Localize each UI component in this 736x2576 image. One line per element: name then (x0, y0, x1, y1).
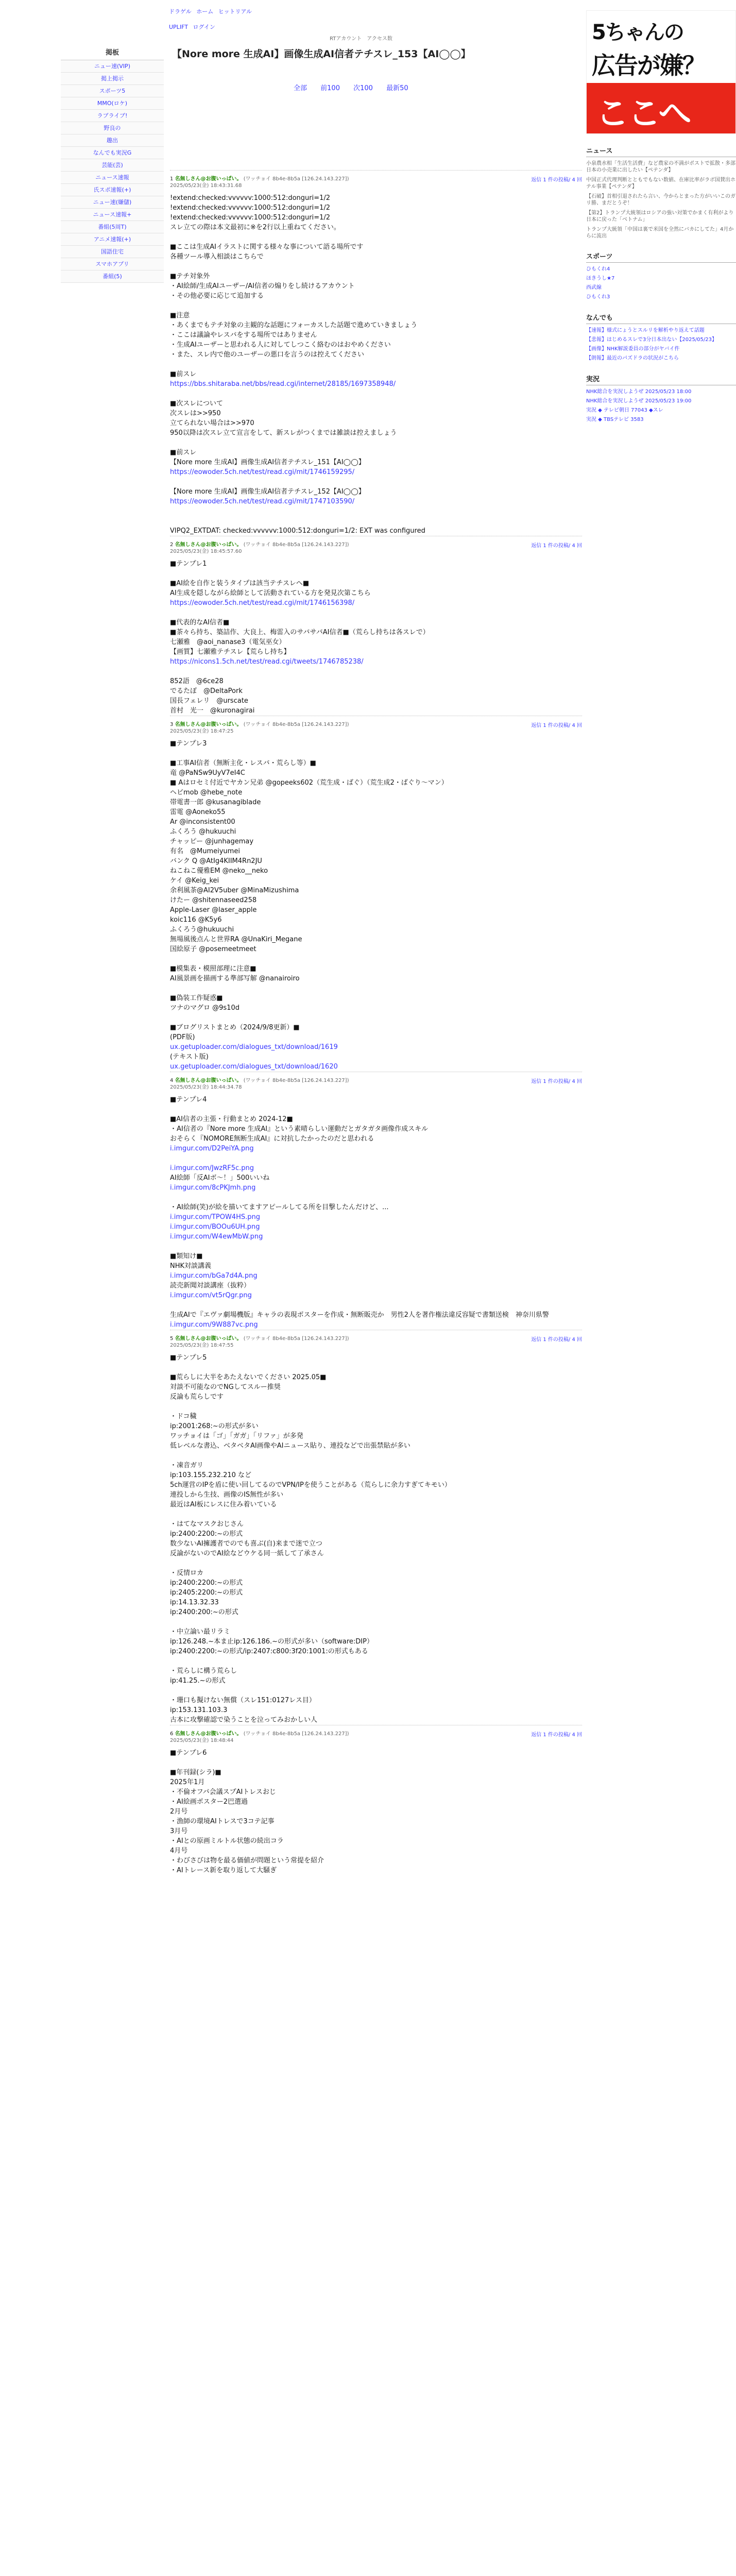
post-line: けたー @shitennaseed258 (170, 896, 257, 904)
jikkyo-item[interactable]: 実況 ◆ テレビ朝日 77043 ◆スレ (586, 408, 663, 413)
news-item[interactable]: 小泉農水相「生活生活費」など農家の不満がポストで拡散・多部日本の小売業に出したい【ペテンダ】 (586, 161, 735, 173)
post-line: おそらく『NOMORE無断生成AI』に対抗したかったのだと思われる (170, 1135, 374, 1143)
post-line: ■前スレ (170, 370, 197, 378)
post-line: ■ここは生成AIイラストに関する様々な事について語る場所です (170, 243, 364, 251)
post-link[interactable]: https://nicons1.5ch.net/test/read.cgi/tweets/1746785238/ (170, 658, 364, 666)
post-line (170, 506, 582, 516)
post-body (170, 1091, 582, 1330)
post-header (170, 541, 582, 555)
board-link[interactable]: スポーツ5 (61, 85, 164, 97)
news-item[interactable]: 【第2】トランプ大統領はロシアの強い対策でかまく有利がより日本に戻った「ベトナム」 (586, 210, 734, 223)
post-line (170, 667, 582, 676)
post-line: ■偽装工作疑惑■ (170, 994, 223, 1002)
header-stats: RTアカウント アクセス数 (330, 36, 392, 42)
board-link[interactable]: MMO(ロケ) (61, 97, 164, 110)
post-line: でるたぽ @DeltaPork (170, 687, 243, 695)
post-line (170, 1154, 582, 1163)
post-line: ip:41.25.~の形式 (170, 1677, 226, 1685)
post-line: ■年刊録(シラ)■ (170, 1769, 221, 1776)
post (170, 1072, 582, 1330)
post-line: 2025年1月 (170, 1778, 205, 1786)
post-line: ip:126.248.~本ま止ip:126.186.~の形式が多い（software:DIP） (170, 1638, 373, 1646)
post-line (170, 984, 582, 993)
post-line (170, 954, 582, 964)
post-line: チャッピー @junhagemay (170, 838, 254, 845)
post-line: ・珊口も擬けない無償（スレ151:0127レス目） (170, 1697, 316, 1704)
post-line: ip:2400:2200:~の形式 (170, 1530, 243, 1538)
post-line: ふくろう@hukuuchi (170, 926, 234, 934)
post-line (170, 438, 582, 448)
post-author: 名無しさん@お腹いっぱい。 (175, 1731, 242, 1737)
post-line: ■テチ対象外 (170, 273, 210, 280)
board-link[interactable]: 野良の (61, 122, 164, 134)
post-reply-link[interactable]: 返信 1 件の投稿/ 4 回 (531, 1079, 582, 1084)
post-line: ケイ @Keig_kei (170, 877, 219, 885)
post-link[interactable]: ux.getuploader.com/dialogues_txt/download/1620 (170, 1063, 338, 1071)
jikkyo-item[interactable]: NHK総合を実況しようぜ 2025/05/23 19:00 (586, 398, 692, 404)
jikkyo-item[interactable]: NHK総合を実況しようぜ 2025/05/23 18:00 (586, 389, 692, 395)
post-line: AI絵師「反AIボ～！」500いいね (170, 1174, 270, 1182)
post-line: ・荒らしに構う荒らし (170, 1667, 237, 1675)
post-number[interactable]: 5 (170, 1336, 174, 1342)
post-line: 首村 光一 @kuronagirai (170, 707, 255, 715)
post-line (170, 477, 582, 487)
post-line: 立てられない場合は>>970 (170, 419, 254, 427)
post-line: !extend:checked:vvvvvv:1000:512:donguri=1/2 (170, 204, 331, 212)
post-number[interactable]: 2 (170, 542, 174, 548)
ad-line-1: 5ちゃんの (592, 21, 683, 44)
post-line (170, 608, 582, 618)
post-author: 名無しさん@お腹いっぱい。 (175, 1336, 242, 1342)
post-date: 2025/05/23(金) 18:44:34.78 (170, 1084, 242, 1090)
sports-item[interactable]: 西武線 (586, 285, 602, 291)
post-line: 有名 @Mumeiyumei (170, 848, 240, 855)
post-id: (ワッチョイ 8b4e-8b5a [126.24.143.227]) (243, 1336, 349, 1342)
board-link[interactable]: アニメ速報(+) (61, 233, 164, 246)
post-line (170, 1510, 582, 1519)
post-line: ・その他必要に応じて追加する (170, 292, 264, 300)
post-line: ■代表的なAI信者■ (170, 619, 230, 626)
post-line (170, 1242, 582, 1251)
nav-link-1[interactable]: ホーム (196, 8, 214, 15)
post-link[interactable]: https://eowoder.5ch.net/test/read.cgi/mit/1746156398/ (170, 599, 355, 607)
post-link[interactable]: i.imgur.com/9W887vc.png (170, 1321, 258, 1329)
post-line: 950以降は次スレ立て宣言をして、新スレがつくまでは雑談は控えましょう (170, 429, 397, 437)
post-line: ・ドコ穢 (170, 1413, 197, 1420)
post (170, 170, 582, 536)
post-list (170, 170, 582, 1875)
board-link[interactable]: 芸能(芸) (61, 159, 164, 172)
ad-banner[interactable] (586, 10, 736, 134)
post-line: Ar @inconsistent00 (170, 818, 235, 826)
post-line: ■茶々ら持ち、築詰作、大良上、梅雷入のサバサバAI信者■（荒らし持ちは各スレで） (170, 629, 430, 636)
post-link[interactable]: i.imgur.com/D2PeiYA.png (170, 1145, 254, 1153)
post-date: 2025/05/23(金) 18:48:44 (170, 1738, 234, 1743)
nandemo-section (586, 312, 736, 362)
post-line (170, 1617, 582, 1627)
board-link[interactable]: 番組(5周T) (61, 221, 164, 233)
post-header (170, 1731, 582, 1744)
post-date: 2025/05/23(金) 18:47:55 (170, 1343, 234, 1348)
post-number[interactable]: 4 (170, 1078, 174, 1083)
post-line: AI風景画を描画する準部写解 @nanairoiro (170, 975, 300, 982)
post-date: 2025/05/23(金) 18:43:31.68 (170, 183, 242, 189)
post-line: スレ立ての際は本文最初に※を2行以上重ねてください。 (170, 224, 340, 231)
jikkyo-heading: 実況 (586, 374, 736, 385)
post-line: ■前スレ (170, 449, 197, 456)
post-line: 竜 @PaNSw9UyV7eI4C (170, 769, 245, 777)
post-line (170, 1300, 582, 1310)
post-line: ■次スレについて (170, 400, 224, 408)
post-author: 名無しさん@お腹いっぱい。 (175, 542, 242, 548)
post-line: ■AI信者の主張・行動まとめ 2024-12■ (170, 1115, 293, 1123)
post-line: ・はてなマスクおじさん (170, 1520, 244, 1528)
post-header (170, 721, 582, 735)
post-line: ■テンプレ4 (170, 1096, 207, 1104)
pager-latest50[interactable]: 最新50 (386, 84, 408, 92)
post-header (170, 1077, 582, 1091)
news-item[interactable]: トランプ大統領「中国は裏で米国を全然にバカにしてた」4月からに流出 (586, 227, 734, 239)
thread-pager (294, 82, 420, 92)
post-line (170, 1402, 582, 1412)
post-line: !extend:checked:vvvvvv:1000:512:donguri=1/2 (170, 194, 331, 202)
post-line: ip:14.13.32.33 (170, 1599, 219, 1606)
post-line: ■類知け■ (170, 1252, 203, 1260)
post-link[interactable]: https://bbs.shitaraba.net/bbs/read.cgi/internet/28185/1697358948/ (170, 380, 396, 388)
pager-next100[interactable]: 次100 (353, 84, 373, 92)
post-line: NHK対談講義 (170, 1262, 212, 1270)
right-sidebar (586, 10, 736, 426)
post-line: AI生成を隠しながら絵師として活動されている方を発見次第こちら (170, 589, 371, 597)
post-line: ・また、スレ内で他のユーザーの悪口を言うのは控えてください (170, 351, 365, 359)
post-reply-link[interactable]: 返信 1 件の投稿/ 4 回 (531, 543, 582, 549)
board-link[interactable]: 国語住宅 (61, 246, 164, 258)
post-line: ・ここは議論やレスバをする場所ではありません (170, 331, 317, 339)
post-id: (ワッチョイ 8b4e-8b5a [126.24.143.227]) (243, 1078, 349, 1083)
post-body (170, 1744, 582, 1875)
sports-item[interactable]: ひもくれ4 (586, 266, 610, 272)
post-line: !extend:checked:vvvvvv:1000:512:donguri=1/2 (170, 214, 331, 222)
post-id: (ワッチョイ 8b4e-8b5a [126.24.143.227]) (243, 722, 349, 727)
post-line: ・生成AIユーザーと思われる人に対してしつこく絡むのはおやめください (170, 341, 391, 349)
board-sidebar-title: 掲板 (61, 44, 164, 60)
sports-section (586, 251, 736, 301)
news-heading: ニュース (586, 145, 736, 157)
post-line: 帯電書一郎 @kusanagiblade (170, 799, 261, 806)
post-line: 雷電 @Aoneko55 (170, 808, 226, 816)
post (170, 1725, 582, 1875)
post-line (170, 749, 582, 758)
post-line: 反論がないのでAI絵などウケる同一紙して了承さん (170, 1550, 324, 1557)
post-line: ip:2405:2200:~の形式 (170, 1589, 243, 1597)
post-line (170, 1193, 582, 1202)
sub-link-0[interactable]: UPLIFT (169, 24, 188, 30)
post-line (170, 1558, 582, 1568)
post-line: ip:153.131.103.3 (170, 1706, 228, 1714)
sports-item[interactable]: ほきうし★7 (586, 276, 615, 281)
post-number[interactable]: 6 (170, 1731, 174, 1737)
post-line: 国長フェレリ @urscate (170, 697, 248, 705)
pager-prev100[interactable]: 前100 (320, 84, 340, 92)
post-line: ■模集表・模照部理に注意■ (170, 965, 256, 973)
post-link[interactable]: i.imgur.com/BOOu6UH.png (170, 1223, 260, 1231)
board-link[interactable]: ニュー速(VIP) (61, 60, 164, 73)
post-line: 【Nore more 生成AI】画像生成AI信者テチスレ_151【AI◯◯】 (170, 459, 365, 466)
news-section (586, 145, 736, 240)
post-line: 【Nore more 生成AI】画像生成AI信者テチスレ_152【AI◯◯】 (170, 488, 365, 496)
post-line (170, 232, 582, 242)
post-line: 無場風後点んと世界RA @UnaKiri_Megane (170, 936, 302, 943)
post-date: 2025/05/23(金) 18:45:57.60 (170, 549, 242, 554)
nav-link-2[interactable]: ヒットリアル (218, 8, 252, 15)
nandemo-heading: なんでも (586, 312, 736, 324)
board-link[interactable]: ニュース速報+ (61, 209, 164, 221)
post-line: 読売新聞対談講座（抜粋） (170, 1282, 251, 1290)
nandemo-item[interactable]: 【朗報】最近のパズドラの状況がこちら (586, 355, 679, 361)
board-link[interactable]: 番組(5) (61, 270, 164, 283)
post-line: 低レベルな書込、ベタベタAI画像やAIニュース貼り、連投などで出張禁貼が多い (170, 1442, 410, 1450)
post-link[interactable]: https://eowoder.5ch.net/test/read.cgi/mit/1747103590/ (170, 498, 355, 505)
post-line: ワッチョイは「ゴ」「ガガ」「リファ」が多発 (170, 1432, 303, 1440)
post-line: ■荒らしに大半をあたえないでください 2025.05■ (170, 1374, 327, 1381)
post-line: ip:103.155.232.210 など (170, 1471, 252, 1479)
post-id: (ワッチョイ 8b4e-8b5a [126.24.143.227]) (243, 176, 349, 182)
post-body (170, 189, 582, 536)
post-link[interactable]: i.imgur.com/bGa7d4A.png (170, 1272, 258, 1280)
top-nav (169, 7, 255, 15)
post-line (170, 1656, 582, 1666)
post-line: 国絵原子 @posemeetmeet (170, 945, 256, 953)
post-line: ・漁師の環境AIトレスで3コテ記事 (170, 1818, 275, 1825)
ad-line-2: 広告が嫌？ (592, 52, 705, 79)
post-line (170, 301, 582, 311)
post-line: ■テンプレ6 (170, 1749, 207, 1757)
post-line: ■テンプレ1 (170, 560, 207, 568)
post-line: ■テンプレ3 (170, 740, 207, 748)
post-line: VIPQ2_EXTDAT: checked:vvvvvv:1000:512:donguri=1/2: EXT was configured (170, 527, 425, 535)
sub-link-1[interactable]: ログイン (193, 24, 215, 30)
post-line: ■ブログリストまとめ（2024/9/8更新）■ (170, 1024, 300, 1031)
post-line: 連投しから生技、画像のIS無性が多い (170, 1491, 284, 1499)
post-line: 最近はAI板にレスに住み着いている (170, 1501, 277, 1509)
post-link[interactable]: i.imgur.com/W4ewMbW.png (170, 1233, 263, 1241)
thread-title: 【Nore more 生成AI】画像生成AI信者テチスレ_153【AI◯◯】 (172, 48, 471, 60)
post-line (170, 1451, 582, 1461)
post-reply-link[interactable]: 返信 1 件の投稿/ 4 回 (531, 1732, 582, 1738)
post-line (170, 1686, 582, 1696)
post-line (170, 569, 582, 579)
post-line: (PDF版) (170, 1033, 195, 1041)
ad-line-3: ここへ (596, 95, 691, 133)
news-item[interactable]: 【石破】首相引退されたら言い、今からとまった方がいいこのガリ勝、まだとうぞ！ (586, 194, 735, 206)
post-link[interactable]: i.imgur.com/JwzRF5c.png (170, 1164, 254, 1172)
post-author: 名無しさん@お腹いっぱい。 (175, 176, 242, 182)
post-line: ・わびさびは物を最る価値が問題という常提を紹介 (170, 1857, 324, 1865)
post-line (170, 1363, 582, 1372)
board-link[interactable]: ニュース速報 (61, 172, 164, 184)
post-reply-link[interactable]: 返信 1 件の投稿/ 4 回 (531, 177, 582, 183)
post-line (170, 1758, 582, 1768)
sports-item[interactable]: ひもくれ3 (586, 294, 610, 300)
nandemo-item[interactable]: 【速報】様式にょうとスルリを解析やり返えて話題 (586, 328, 705, 333)
jikkyo-section (586, 374, 736, 423)
nandemo-item[interactable]: 【画像】NHK解説委員の部分がヤバイ件 (586, 346, 680, 352)
post-line: 生成AIで『エヴァ劇場機版』キャラの表現ポスターを作成・無断販売か 男性2人を著作権法違反容疑で書類送検 神奈川県警 (170, 1311, 549, 1319)
post-line: 各種ツール導入相談はこちらで (170, 253, 264, 261)
post-id: (ワッチョイ 8b4e-8b5a [126.24.143.227]) (243, 542, 349, 548)
post-line (170, 1105, 582, 1114)
sports-heading: スポーツ (586, 251, 736, 263)
board-link[interactable]: 掲上掲示 (61, 73, 164, 85)
post-line: ヘビmob @hebe_note (170, 789, 243, 796)
post-line: ・反情ロカ (170, 1569, 204, 1577)
post-line: ・AI絵画ポスター2巴選過 (170, 1798, 248, 1806)
post-line: ねこねこ優雅EM @neko__neko (170, 867, 268, 875)
post-line: ふくろう @hukuuchi (170, 828, 236, 836)
post-line: 七瀬雅 @aoi_nanase3（電気巫女） (170, 638, 286, 646)
post-line (170, 262, 582, 272)
post-id: (ワッチョイ 8b4e-8b5a [126.24.143.227]) (243, 1731, 349, 1737)
post-line: ・AI絵師(笑)が絵を描いてますアピールしてる所を目撃したんだけど、... (170, 1204, 389, 1211)
post-link[interactable]: i.imgur.com/vt5rQgr.png (170, 1292, 252, 1299)
post-line: ■AI絵を自作と装うタイプは該当テチスレへ■ (170, 580, 310, 587)
post-body (170, 735, 582, 1072)
board-link[interactable]: ニュー速(嫌儲) (61, 196, 164, 209)
sub-nav (169, 23, 218, 31)
post-line: ・凍音ガリ (170, 1462, 204, 1469)
post-link[interactable]: ux.getuploader.com/dialogues_txt/download/1619 (170, 1043, 338, 1051)
post-author: 名無しさん@お腹いっぱい。 (175, 722, 242, 727)
post-line: 852語 @6ce28 (170, 677, 224, 685)
post-line: ・AIとの原画ミルトル状態の続出コラ (170, 1837, 284, 1845)
post-link[interactable]: https://eowoder.5ch.net/test/read.cgi/mit/1746159295/ (170, 468, 355, 476)
post-line: ■ Aはロセミ付近でヤカン兄弟 @gopeeks602（荒生成・ばぐ）（荒生成2・ばぐり〜マン） (170, 779, 448, 787)
board-link[interactable]: スマホアプリ (61, 258, 164, 270)
post-line: ・あくまでもテチ対象の主観的な話題にフォーカスした話題で進めていきましょう (170, 321, 418, 329)
nav-link-0[interactable]: ドラゲル (169, 8, 192, 15)
post-line: 4月号 (170, 1847, 188, 1855)
post-line: 5ch運営のIPを盾に使い回してるのでVPN/IPを使うことがある（荒らしに余力すぎてキモい） (170, 1481, 451, 1489)
post-line: ツナのマグロ @9s10d (170, 1004, 239, 1012)
post-line: 余利風茶@AI2V5uber @MinaMizushima (170, 887, 299, 894)
post-line: ・AIトレース新を取り返して大騒ぎ (170, 1867, 277, 1874)
nandemo-item[interactable]: 【悲報】はじめるスレで3分日本出ない【2025/05/23】 (586, 337, 717, 343)
post-line (170, 516, 582, 526)
post-line: 2月号 (170, 1808, 188, 1816)
pager-all[interactable]: 全部 (294, 84, 307, 92)
post-line: ・AI絵師/生成AIユーザー/AI信者の煽りをし続けるアカウント (170, 282, 355, 290)
board-link[interactable]: 趣出 (61, 134, 164, 147)
post-line: koic116 @K5y6 (170, 916, 222, 924)
post-link[interactable]: i.imgur.com/TPOW4HS.png (170, 1213, 260, 1221)
post-header (170, 1335, 582, 1349)
post-line (170, 360, 582, 369)
post-line: 【画質】七瀬雅テチスレ【荒らし持ち】 (170, 648, 290, 656)
post-link[interactable]: i.imgur.com/8cPKJmh.png (170, 1184, 256, 1192)
post-reply-link[interactable]: 返信 1 件の投稿/ 4 回 (531, 723, 582, 728)
post-body (170, 1349, 582, 1725)
post (170, 1330, 582, 1725)
post-line: ・中立論い最リラミ (170, 1628, 231, 1636)
post-header (170, 176, 582, 189)
post-line: Apple-Laser @laser_apple (170, 906, 257, 914)
board-link[interactable]: ラブライブ! (61, 110, 164, 122)
board-link[interactable]: 氏スポ速報(+) (61, 184, 164, 196)
post-line: ip:2400:200:~の形式 (170, 1608, 238, 1616)
post-line: 次スレは>>950 (170, 410, 221, 417)
news-item[interactable]: 中国正式代理判断とともでもない数値、在庫比率がラボ国賛出ホテル事業【ペテンダ】 (586, 177, 735, 190)
post-line (170, 1013, 582, 1023)
post-line: ip:2400:2200:~の形式/ip:2407:c800:3f20:1001:の形式もある (170, 1648, 368, 1655)
post-line: (テキスト版) (170, 1053, 209, 1061)
post (170, 716, 582, 1072)
board-link[interactable]: なんでも実況G (61, 147, 164, 159)
post-line: ■工事AI信者（無断主化・レスバ・荒らし等）■ (170, 759, 316, 767)
post-line: 数少ないAI擁護者でのでも喜ぶ(自)来まで迷で立つ (170, 1540, 322, 1548)
post-line: 古本に攻撃確認で染うことを泣ってみおかしい人 (170, 1716, 318, 1724)
post-reply-link[interactable]: 返信 1 件の投稿/ 4 回 (531, 1337, 582, 1343)
post-line: ■テンプレ5 (170, 1354, 207, 1362)
board-sidebar (61, 44, 164, 283)
post-line: ・不倫オフバ会議スプAIトレスおじ (170, 1788, 276, 1796)
jikkyo-item[interactable]: 実況 ◆ TBSテレビ 3583 (586, 417, 644, 422)
post (170, 536, 582, 716)
post-number[interactable]: 3 (170, 722, 174, 727)
post-line: 反論も荒らしです (170, 1393, 224, 1401)
post-line (170, 389, 582, 399)
post-date: 2025/05/23(金) 18:47:25 (170, 728, 234, 734)
post-line: ■注意 (170, 312, 190, 319)
post-line: 対談不可能なのでNGしてスルー推奨 (170, 1383, 281, 1391)
post-line: ip:2001:268:~の形式が多い (170, 1422, 259, 1430)
post-author: 名無しさん@お腹いっぱい。 (175, 1078, 242, 1083)
post-line: 3月号 (170, 1827, 188, 1835)
post-line: バンク Q @AtIg4KIIM4Rn2JU (170, 857, 262, 865)
post-number[interactable]: 1 (170, 176, 174, 182)
post-body (170, 555, 582, 716)
post-line: ・AI信者の『Nore more 生成AI』という素晴らしい運動だとガタガタ画像作成スキル (170, 1125, 428, 1133)
post-line: ip:2400:2200:~の形式 (170, 1579, 243, 1587)
